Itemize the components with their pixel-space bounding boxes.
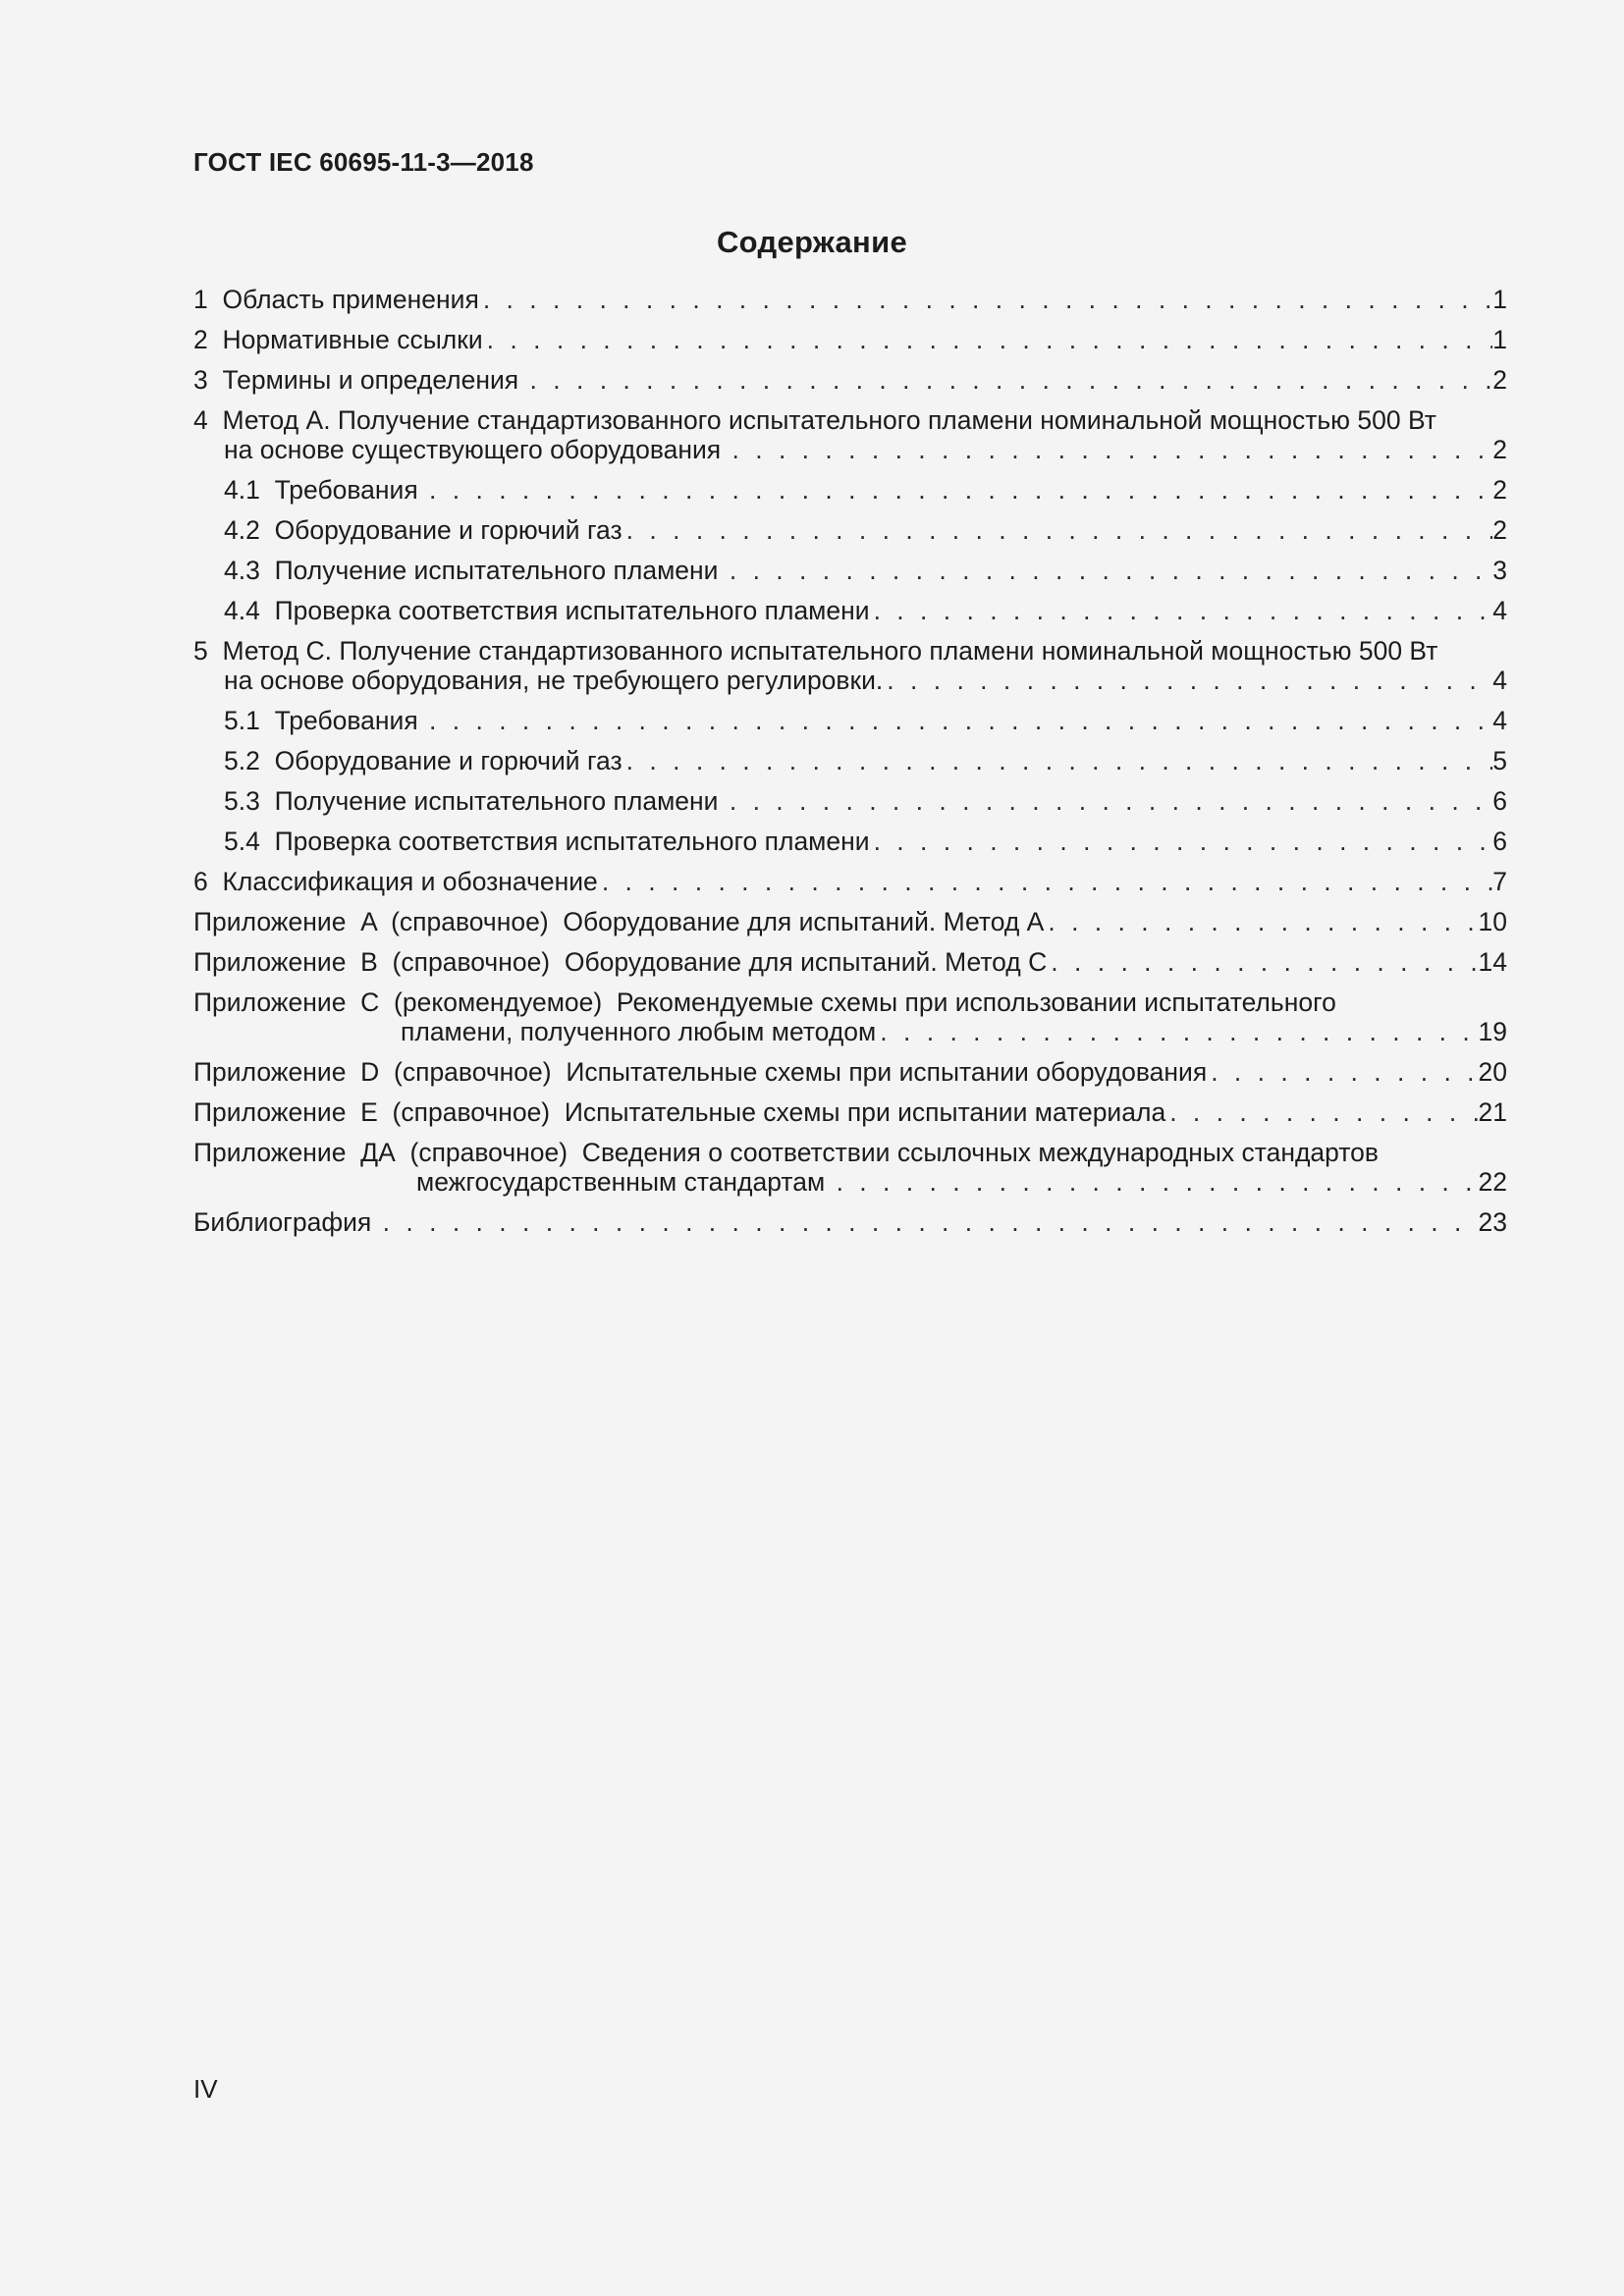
toc-leader-dots — [887, 666, 1492, 695]
toc-page-number: 19 — [1478, 1017, 1507, 1046]
toc-entry[interactable] — [193, 1057, 1507, 1087]
toc-entry[interactable] — [193, 827, 1507, 856]
toc-entry[interactable] — [193, 907, 1507, 936]
page-number: IV — [193, 2074, 218, 2104]
toc-entry[interactable] — [193, 636, 1507, 695]
toc-entry[interactable] — [193, 867, 1507, 896]
toc-page-number: 20 — [1478, 1057, 1507, 1087]
toc-entry-title: Приложение D (справочное) Испытательные схемы при испытании оборудования — [193, 1057, 1208, 1087]
toc-entry-title: 5.1 Требования — [224, 706, 426, 735]
toc-page-number: 2 — [1492, 435, 1507, 464]
toc-entry-title: 5.2 Оборудование и горючий газ — [224, 746, 623, 775]
toc-entry[interactable] — [193, 365, 1507, 395]
toc-entry-title: Приложение ДА (справочное) Сведения о соответствии ссылочных международных стандартов — [193, 1138, 1379, 1167]
toc-leader-dots — [1169, 1097, 1478, 1127]
toc-page-number: 4 — [1492, 666, 1507, 695]
toc-entry-title: 4.1 Требования — [224, 475, 426, 505]
toc-entry-title: 4 Метод A. Получение стандартизованного испытательного пламени номинальной мощностью 500 Вт — [193, 405, 1436, 435]
toc-entry-title: 2 Нормативные ссылки — [193, 325, 483, 354]
toc-entry[interactable] — [193, 405, 1507, 464]
toc-entry-title: пламени, полученного любым методом — [401, 1017, 877, 1046]
toc-leader-dots — [837, 1167, 1479, 1197]
toc-page-number: 5 — [1492, 746, 1507, 775]
toc-entry-title: 6 Классификация и обозначение — [193, 867, 598, 896]
toc-leader-dots — [1211, 1057, 1478, 1087]
toc-leader-dots — [602, 867, 1492, 896]
toc-entry[interactable] — [193, 1207, 1507, 1237]
toc-entry[interactable] — [193, 947, 1507, 977]
toc-leader-dots — [1051, 947, 1478, 977]
toc-entry[interactable] — [193, 596, 1507, 625]
table-of-contents — [193, 285, 1507, 1248]
toc-page-number: 6 — [1492, 786, 1507, 816]
toc-page-number: 10 — [1478, 907, 1507, 936]
toc-page-number: 1 — [1492, 325, 1507, 354]
toc-entry-title: Библиография — [193, 1207, 379, 1237]
toc-entry-title: 3 Термины и определения — [193, 365, 526, 395]
toc-page-number: 4 — [1492, 706, 1507, 735]
toc-page-number: 2 — [1492, 515, 1507, 545]
toc-leader-dots — [880, 1017, 1478, 1046]
toc-page-number: 4 — [1492, 596, 1507, 625]
toc-entry[interactable] — [193, 325, 1507, 354]
toc-leader-dots — [874, 596, 1493, 625]
toc-entry[interactable] — [193, 285, 1507, 314]
toc-leader-dots — [429, 706, 1492, 735]
toc-entry-title: 5 Метод C. Получение стандартизованного испытательного пламени номинальной мощностью 500 Вт — [193, 636, 1438, 666]
toc-entry[interactable] — [193, 786, 1507, 816]
toc-entry-title: Приложение A (справочное) Оборудование для испытаний. Метод A — [193, 907, 1045, 936]
toc-page-number: 22 — [1478, 1167, 1507, 1197]
toc-entry[interactable] — [193, 1138, 1507, 1197]
toc-leader-dots — [483, 285, 1492, 314]
toc-entry[interactable] — [193, 556, 1507, 585]
toc-entry-title: 5.3 Получение испытательного пламени — [224, 786, 726, 816]
toc-title: Содержание — [717, 225, 907, 259]
toc-entry[interactable] — [193, 706, 1507, 735]
toc-entry-title: 4.4 Проверка соответствия испытательного пламени — [224, 596, 870, 625]
toc-entry[interactable] — [193, 1097, 1507, 1127]
toc-page-number: 3 — [1492, 556, 1507, 585]
toc-leader-dots — [730, 556, 1492, 585]
toc-entry-title: 1 Область применения — [193, 285, 479, 314]
toc-entry-title: Приложение C (рекомендуемое) Рекомендуемые схемы при использовании испытательного — [193, 988, 1336, 1017]
toc-leader-dots — [429, 475, 1492, 505]
toc-page-number: 14 — [1478, 947, 1507, 977]
toc-leader-dots — [730, 786, 1492, 816]
toc-leader-dots — [732, 435, 1493, 464]
toc-leader-dots — [626, 515, 1493, 545]
toc-leader-dots — [487, 325, 1493, 354]
toc-leader-dots — [1048, 907, 1478, 936]
toc-leader-dots — [626, 746, 1493, 775]
toc-entry[interactable] — [193, 746, 1507, 775]
toc-entry-title: 5.4 Проверка соответствия испытательного пламени — [224, 827, 870, 856]
toc-entry-title: 4.2 Оборудование и горючий газ — [224, 515, 623, 545]
toc-page-number: 2 — [1492, 475, 1507, 505]
toc-entry-title: 4.3 Получение испытательного пламени — [224, 556, 726, 585]
toc-entry-title: на основе оборудования, не требующего регулировки. — [224, 666, 884, 695]
toc-entry-title: межгосударственным стандартам — [416, 1167, 833, 1197]
toc-entry[interactable] — [193, 988, 1507, 1046]
document-code: ГОСТ IEC 60695-11-3—2018 — [193, 147, 534, 177]
toc-page-number: 2 — [1492, 365, 1507, 395]
toc-entry-title: Приложение B (справочное) Оборудование для испытаний. Метод C — [193, 947, 1048, 977]
toc-page-number: 23 — [1478, 1207, 1507, 1237]
toc-page-number: 1 — [1492, 285, 1507, 314]
toc-page-number: 6 — [1492, 827, 1507, 856]
toc-entry[interactable] — [193, 475, 1507, 505]
toc-page-number: 7 — [1492, 867, 1507, 896]
toc-page-number: 21 — [1478, 1097, 1507, 1127]
toc-leader-dots — [530, 365, 1493, 395]
toc-leader-dots — [383, 1207, 1479, 1237]
toc-leader-dots — [874, 827, 1493, 856]
toc-entry-title: Приложение E (справочное) Испытательные схемы при испытании материала — [193, 1097, 1166, 1127]
toc-entry[interactable] — [193, 515, 1507, 545]
toc-entry-title: на основе существующего оборудования — [224, 435, 729, 464]
